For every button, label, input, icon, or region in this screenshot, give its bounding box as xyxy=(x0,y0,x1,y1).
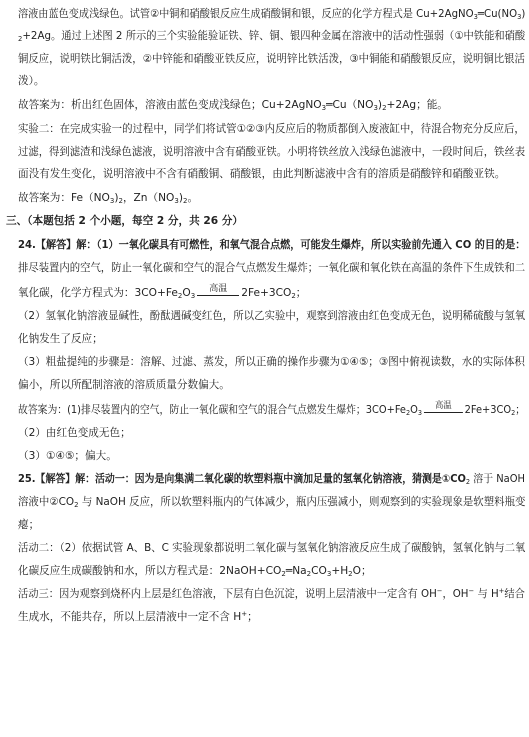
text-line: 活动二：（2）依据试管 A、B、C 实验现象都说明二氧化碳与氢氧化钠溶液反应生成了碳酸钠，氢氧化钠与二氧 xyxy=(18,542,526,554)
text-line: 化钠发生了反应； xyxy=(18,333,103,345)
text-line: 溶液中$②CO_2$ 与 NaOH 反应，所以软塑料瓶内的气体减少，瓶内压强减小，则观察到的实验现象是软塑料瓶变 xyxy=(18,496,526,509)
text-line: （3）①④⑤；偏大。 xyxy=(18,450,117,462)
text-line: 活动三：因为观察到烧杯内上层是红色溶液，下层有白色沉淀，说明上层清液中一定含有 OH−，OH− 与 H+结合 xyxy=(18,587,525,600)
text-line: $_2$+2Ag。通过上述图 2 所示的三个实验能验证铁、锌、铜、银四种金属在溶液中的活动性强弱（①中铁能和硝酸 xyxy=(18,30,526,43)
question-25: 25.【解答】解：活动一：因为是向集满二氧化碳的软塑料瓶中滴加足量的氢氧化钠溶液，猜测是$①CO_2$ 溶于 NaOH xyxy=(18,473,525,486)
section-heading: 三、（本题包括 2 个小题，每空 2 分，共 26 分） xyxy=(6,215,243,227)
text-line: （2）由红色变成无色； xyxy=(18,427,131,439)
text-line: 瘪； xyxy=(18,519,40,531)
reaction-condition: 高温 xyxy=(422,403,465,417)
text-line: 面没有发生变化，说明溶液中不含有硝酸铜、硝酸银，由此判断滤液中含有的溶质是硝酸锌和硝酸亚铁。 xyxy=(18,168,506,180)
reaction-condition: 高温 xyxy=(195,286,241,300)
equation-line: 化碳反应生成碳酸钠和水，所以方程式是：$2NaOH+CO_2═Na_2CO_3+H_2O$； xyxy=(18,565,372,578)
text-line: 铜反应，说明铁比铜活泼，②中锌能和硝酸亚铁反应，说明锌比铁活泼，③中铜能和硝酸银反应，说明铜比银活 xyxy=(18,53,525,65)
answer-line: 故答案为：析出红色固体，溶液由蓝色变成浅绿色；$Cu+2AgNO_3═Cu(NO_3)_2+2Ag$；能。 xyxy=(18,99,448,112)
text-line: （2）氢氧化钠溶液显碱性，酚酞遇碱变红色，所以乙实验中，观察到溶液由红色变成无色，说明稀硫酸与氢氧 xyxy=(18,310,526,322)
text-line: 实验二：在完成实验一的过程中，同学们将试管①②③内反应后的物质都倒入废液缸中，待混合物充分反应后， xyxy=(18,123,525,135)
answer-line: 故答案为：(1)排尽装置内的空气，防止一氧化碳和空气的混合气点燃发生爆炸；$3CO+Fe_2O_3$ 高温 $2Fe+3CO_2$； xyxy=(18,401,526,417)
text-line: 溶液由蓝色变成浅绿色。试管②中铜和硝酸银反应生成硝酸铜和银，反应的化学方程式是 $Cu+2AgNO_3═Cu(NO_3)$ xyxy=(18,8,526,21)
text-line: 生成水，不能共存，所以上层清液中一定不含 H+； xyxy=(18,610,258,623)
text-line: 过滤，得到滤渣和浅绿色滤液，说明溶液中含有硝酸亚铁。小明将铁丝放入浅绿色滤液中，一段时间后，铁丝表 xyxy=(18,146,526,158)
answer-line: 故答案为：$Fe(NO_3)_2$，$Zn(NO_3)_2$。 xyxy=(18,192,199,205)
text-line: 泼）。 xyxy=(18,75,45,87)
equation-line: 氧化碳，化学方程式为：$3CO+Fe_2O_3$ 高温 $2Fe+3CO_2$； xyxy=(18,284,307,300)
text-line: 偏小，所以所配制溶液的溶质质量分数偏大。 xyxy=(18,379,230,391)
question-24: 24.【解答】解：（1）一氧化碳具有可燃性，和氧气混合点燃，可能发生爆炸，所以实验前先通入 CO 的目的是： xyxy=(18,239,526,251)
text-line: （3）粗盐提纯的步骤是：溶解、过滤、蒸发，所以正确的操作步骤为①④⑤；③图中俯视读数，水的实际体积 xyxy=(18,356,525,368)
text-line: 排尽装置内的空气，防止一氧化碳和空气的混合气点燃发生爆炸；一氧化碳和氧化铁在高温的条件下生成铁和二 xyxy=(18,262,526,274)
